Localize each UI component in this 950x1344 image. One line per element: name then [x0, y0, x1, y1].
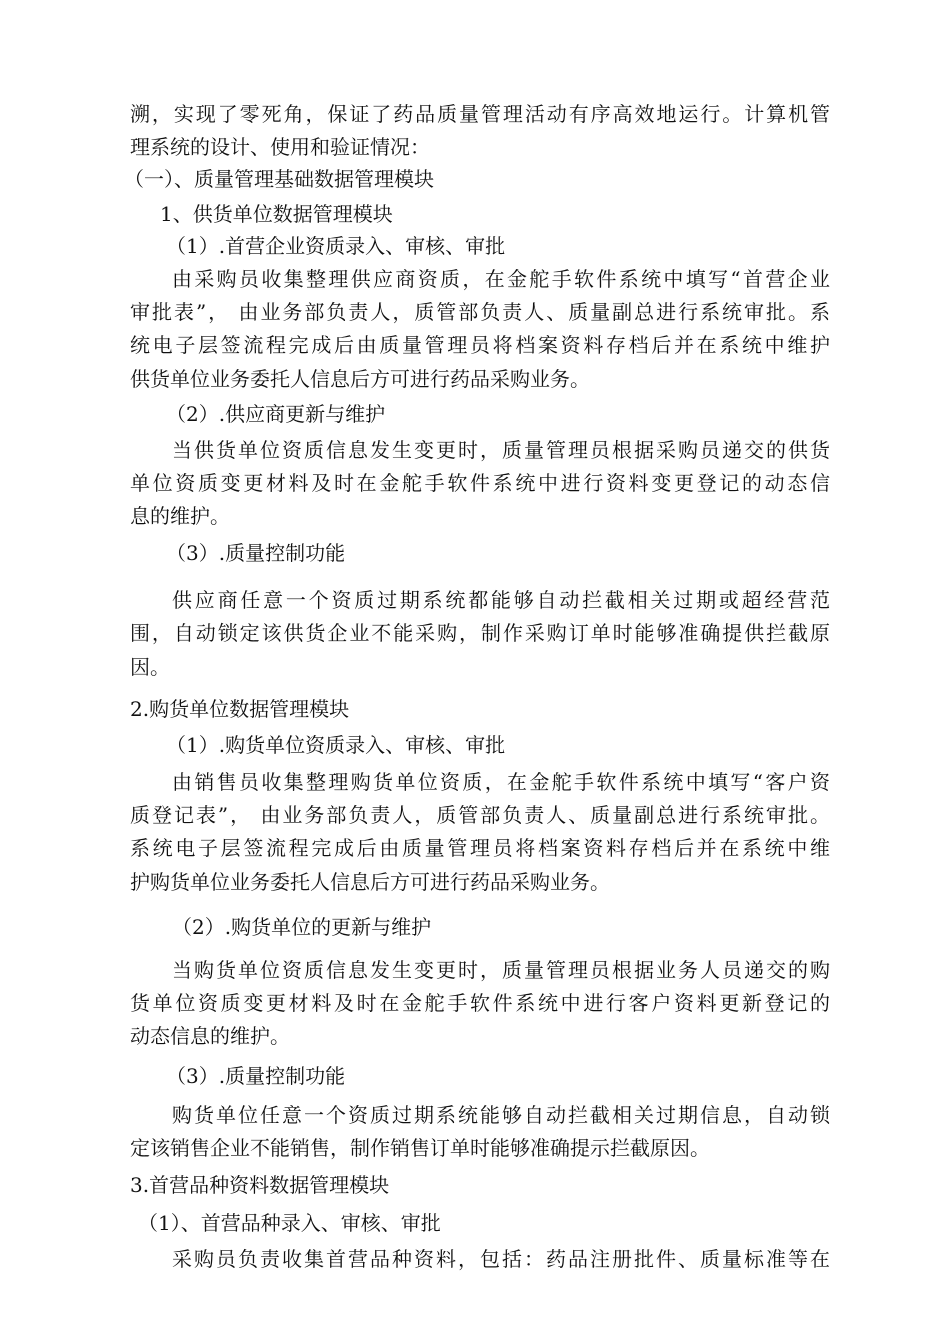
text-line: 理系统的设计、使用和验证情况：	[130, 135, 430, 159]
text-line: 当购货单位资质信息发生变更时，质量管理员根据业务人员递交的购	[172, 958, 830, 982]
text-line: 护购货单位业务委托人信息后方可进行药品采购业务。	[130, 870, 610, 894]
text-line: 由采购员收集整理供应商资质，在金舵手软件系统中填写“首营企业	[172, 267, 830, 291]
item-heading: （1）.首营企业资质录入、审核、审批	[166, 234, 506, 258]
text-line: 供货单位业务委托人信息后方可进行药品采购业务。	[130, 367, 590, 391]
text-line: 定该销售企业不能销售，制作销售订单时能够准确提示拦截原因。	[130, 1136, 710, 1160]
subsection-heading: 2.购货单位数据管理模块	[130, 697, 350, 721]
text-line: 统电子层签流程完成后由质量管理员将档案资料存档后并在系统中维护	[130, 333, 830, 357]
text-line: 息的维护。	[130, 504, 230, 528]
text-line: 动态信息的维护。	[130, 1024, 290, 1048]
item-heading: （1）、首营品种录入、审核、审批	[138, 1211, 441, 1235]
item-heading: （2）.购货单位的更新与维护	[172, 915, 432, 939]
text-line: 单位资质变更材料及时在金舵手软件系统中进行资料变更登记的动态信	[130, 471, 830, 495]
text-line: 购货单位任意一个资质过期系统能够自动拦截相关过期信息，自动锁	[172, 1103, 830, 1127]
text-line: 供应商任意一个资质过期系统都能够自动拦截相关过期或超经营范	[172, 588, 830, 612]
text-line: 当供货单位资质信息发生变更时，质量管理员根据采购员递交的供货	[172, 438, 830, 462]
text-line: 由销售员收集整理购货单位资质，在金舵手软件系统中填写“客户资	[172, 770, 830, 794]
text-line: 审批表”， 由业务部负责人，质管部负责人、质量副总进行系统审批。系	[130, 300, 830, 324]
text-line: 因。	[130, 655, 170, 679]
text-line: 系统电子层签流程完成后由质量管理员将档案资料存档后并在系统中维	[130, 836, 830, 860]
item-heading: （2）.供应商更新与维护	[166, 402, 386, 426]
item-heading: （1）.购货单位资质录入、审核、审批	[166, 733, 506, 757]
subsection-heading: 1、供货单位数据管理模块	[160, 202, 393, 226]
text-line: 质登记表”， 由业务部负责人，质管部负责人、质量副总进行系统审批。	[130, 803, 830, 827]
item-heading: （3）.质量控制功能	[166, 1064, 346, 1088]
text-line: 围，自动锁定该供货企业不能采购，制作采购订单时能够准确提供拦截原	[130, 621, 830, 645]
item-heading: （3）.质量控制功能	[166, 541, 346, 565]
text-line: 货单位资质变更材料及时在金舵手软件系统中进行客户资料更新登记的	[130, 991, 830, 1015]
subsection-heading: 3.首营品种资料数据管理模块	[130, 1173, 390, 1197]
text-line: 溯，实现了零死角，保证了药品质量管理活动有序高效地运行。计算机管	[130, 102, 830, 126]
text-line: 采购员负责收集首营品种资料，包括：药品注册批件、质量标准等在	[172, 1247, 830, 1271]
section-heading: （一）、质量管理基础数据管理模块	[124, 167, 434, 191]
